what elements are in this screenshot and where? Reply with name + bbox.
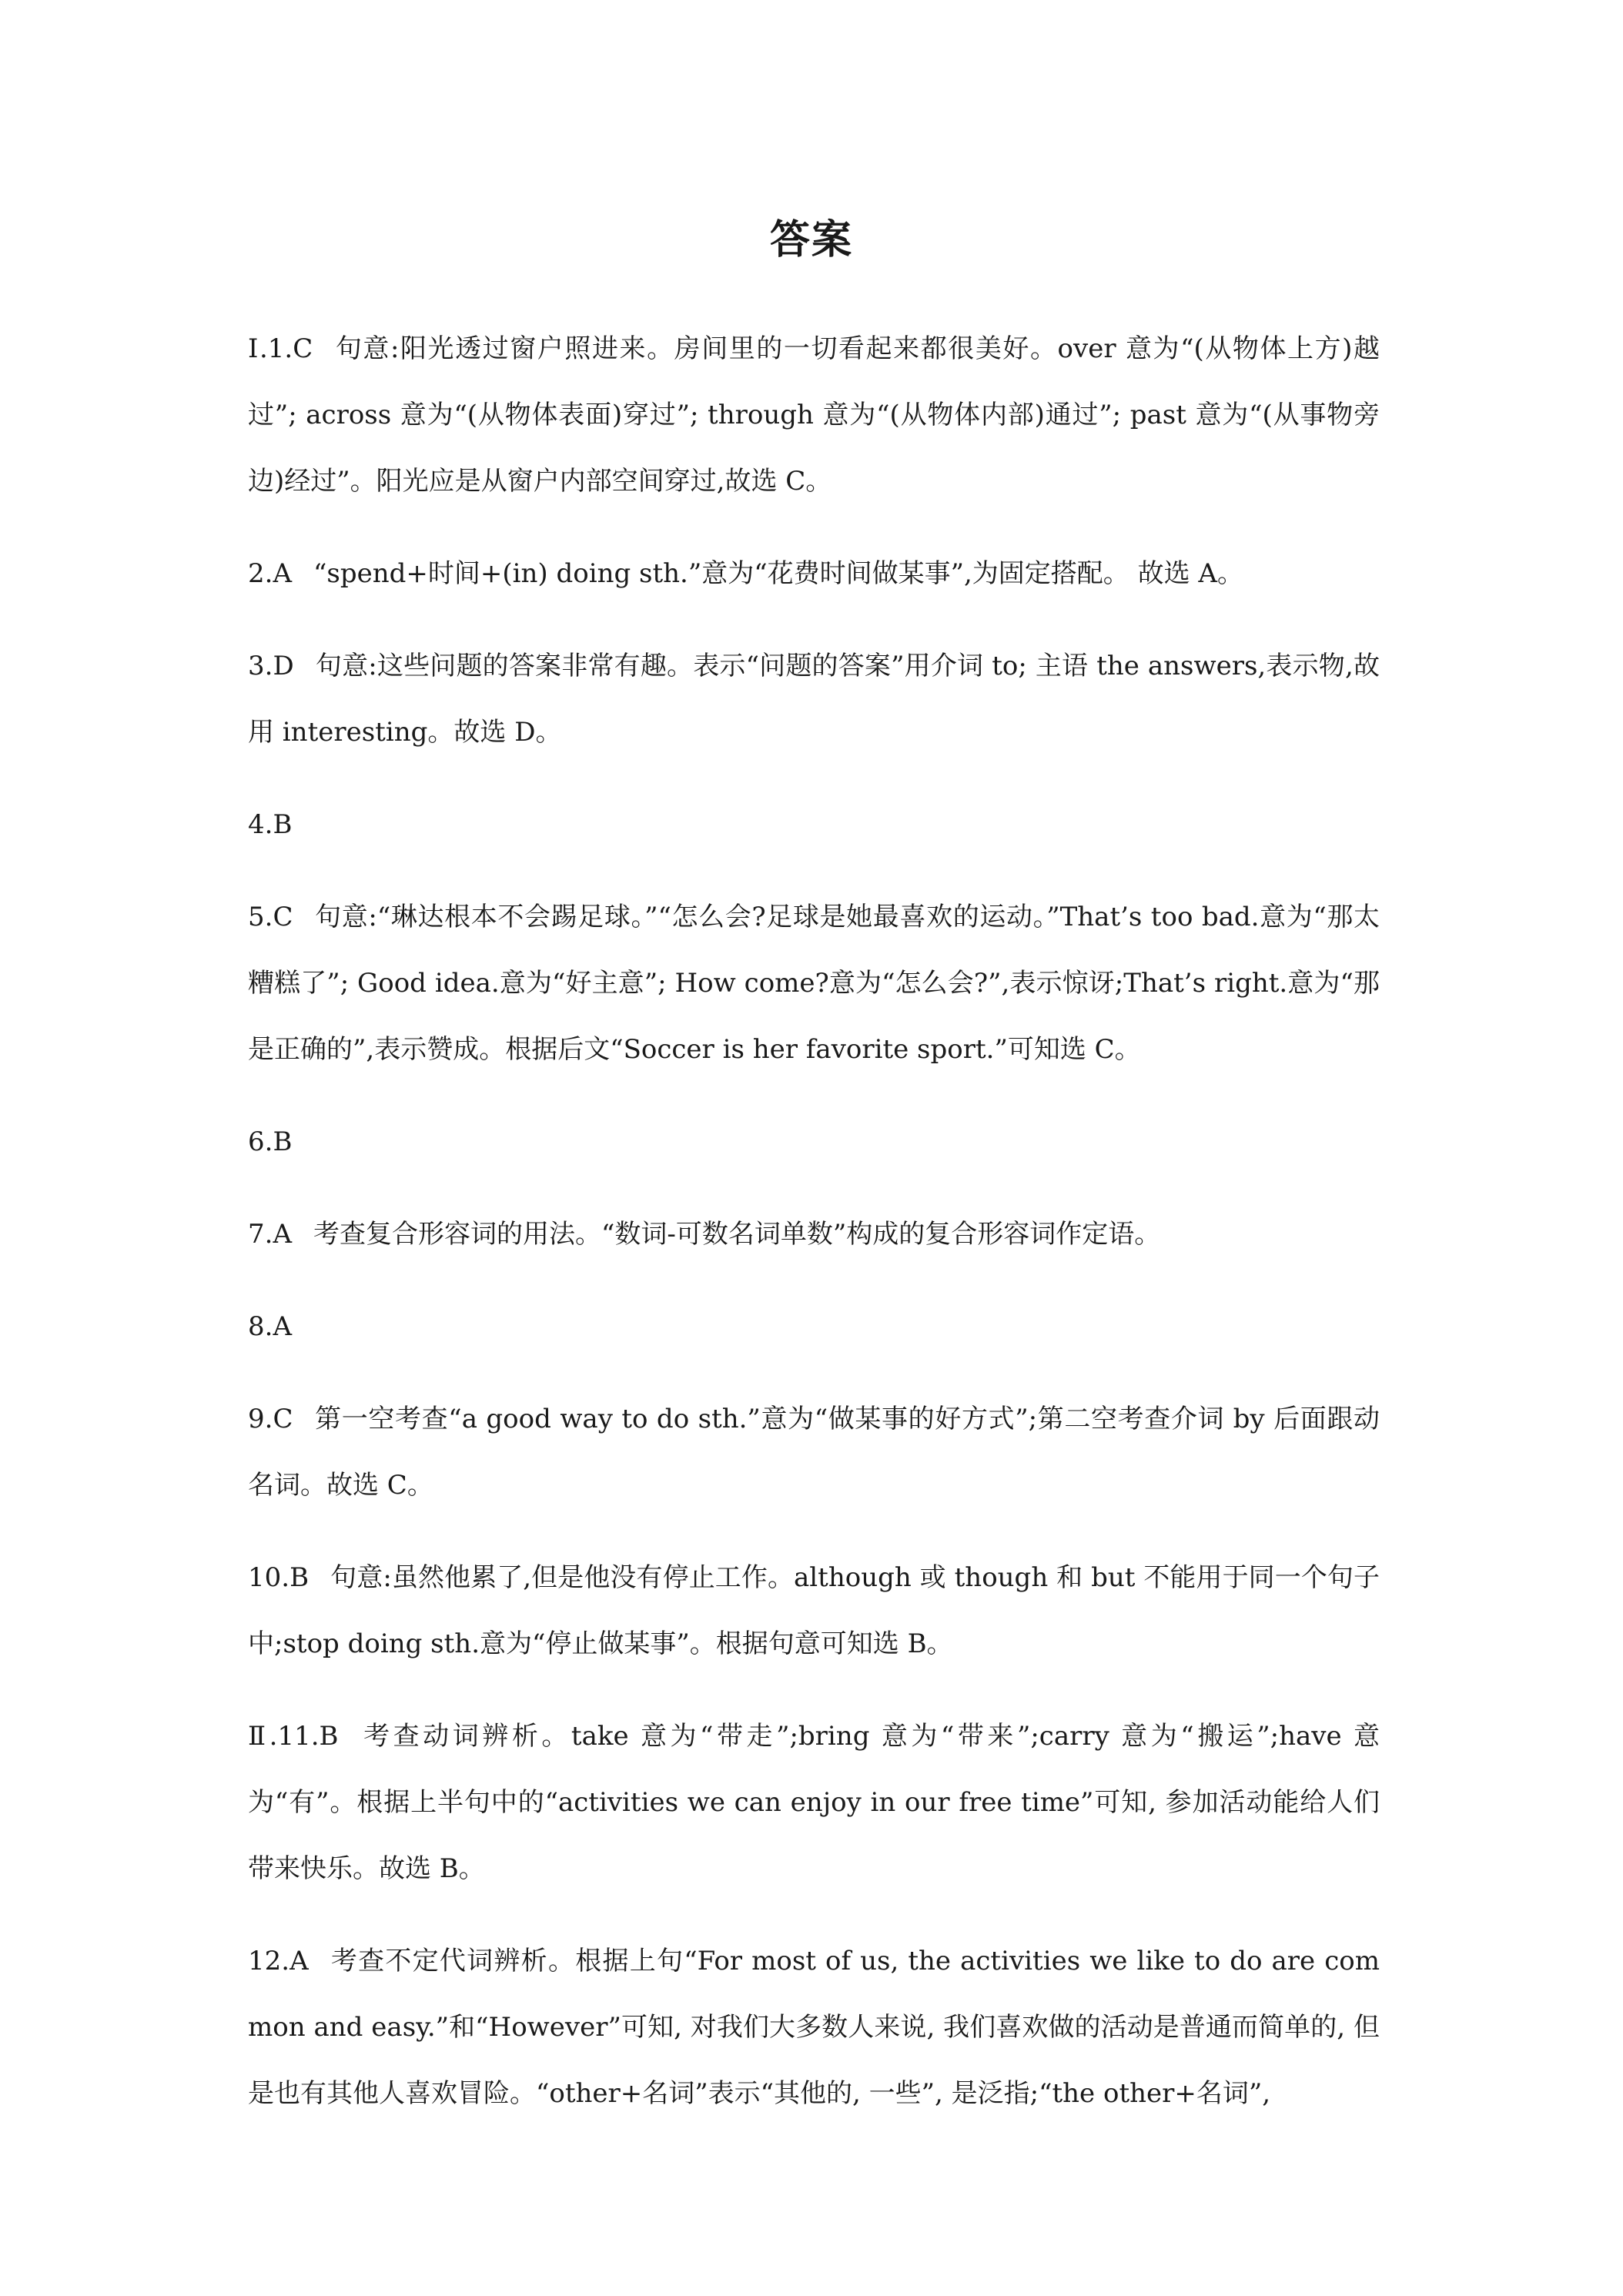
answer-explanation: 考查动词辨析。take 意为“带走”;bring 意为“带来”;carry 意为“搬运”;have 意为“有”。根据上半句中的“activities we can enjoy in our free time”可知, 参加活动能给人们带来快乐。故选 B。 <box>248 1721 1380 1884</box>
answer-number: 6.B <box>248 1126 293 1157</box>
answer-number: 7.A <box>248 1219 292 1250</box>
answer-item <box>248 792 1380 858</box>
answer-explanation: “spend+时间+(in) doing sth.”意为“花费时间做某事”,为固定搭配。 故选 A。 <box>313 558 1243 589</box>
answer-explanation: 考查不定代词辨析。根据上句“For most of us, the activities we like to do are common and easy.”和“However”可知, 对我们大多数人来说, 我们喜欢做的活动是普通而简单的, 但是也有其他人喜欢冒险。“other+名词”表示“其他的, 一些”, 是泛指;“the other+名词”, <box>248 1946 1380 2109</box>
answer-number: 8.A <box>248 1311 292 1342</box>
answer-number: 5.C <box>248 902 293 932</box>
answer-item <box>248 884 1380 1083</box>
answer-number: Ⅰ.1.C <box>248 333 313 364</box>
answer-item <box>248 1545 1380 1677</box>
answer-item <box>248 1109 1380 1175</box>
answer-number: 3.D <box>248 651 294 681</box>
answer-item <box>248 633 1380 765</box>
answer-item <box>248 541 1380 607</box>
answer-explanation: 考查复合形容词的用法。“数词-可数名词单数”构成的复合形容词作定语。 <box>313 1219 1161 1250</box>
answer-number: 4.B <box>248 809 293 840</box>
answer-item <box>248 1294 1380 1360</box>
answer-item <box>248 316 1380 514</box>
answer-number: Ⅱ.11.B <box>248 1721 339 1752</box>
answer-item <box>248 1386 1380 1518</box>
answer-explanation: 句意:阳光透过窗户照进来。房间里的一切看起来都很美好。over 意为“(从物体上方)越过”; across 意为“(从物体表面)穿过”; through 意为“(从物体内部)通过”; past 意为“(从事物旁边)经过”。阳光应是从窗户内部空间穿过,故选 C。 <box>248 333 1380 497</box>
answer-number: 10.B <box>248 1562 310 1593</box>
answer-explanation: 句意:“琳达根本不会踢足球。”“怎么会?足球是她最喜欢的运动。”That’s too bad.意为“那太糟糕了”; Good idea.意为“好主意”; How come?意为“怎么会?”,表示惊讶;That’s right.意为“那是正确的”,表示赞成。根据后文“Soccer is her favorite sport.”可知选 C。 <box>248 902 1380 1065</box>
answer-explanation: 第一空考查“a good way to do sth.”意为“做某事的好方式”;第二空考查介词 by 后面跟动名词。故选 C。 <box>248 1404 1380 1501</box>
page-title: 答案 <box>769 216 853 263</box>
answer-list <box>248 316 1380 2153</box>
answer-explanation: 句意:这些问题的答案非常有趣。表示“问题的答案”用介词 to; 主语 the answers,表示物,故用 interesting。故选 D。 <box>248 651 1380 748</box>
answer-number: 9.C <box>248 1404 293 1434</box>
answer-number: 12.A <box>248 1946 309 1976</box>
answer-number: 2.A <box>248 558 292 589</box>
answer-item <box>248 1928 1380 2127</box>
answer-explanation: 句意:虽然他累了,但是他没有停止工作。although 或 though 和 but 不能用于同一个句子中;stop doing sth.意为“停止做某事”。根据句意可知选 B。 <box>248 1562 1380 1659</box>
answer-item <box>248 1201 1380 1267</box>
answer-item <box>248 1703 1380 1902</box>
